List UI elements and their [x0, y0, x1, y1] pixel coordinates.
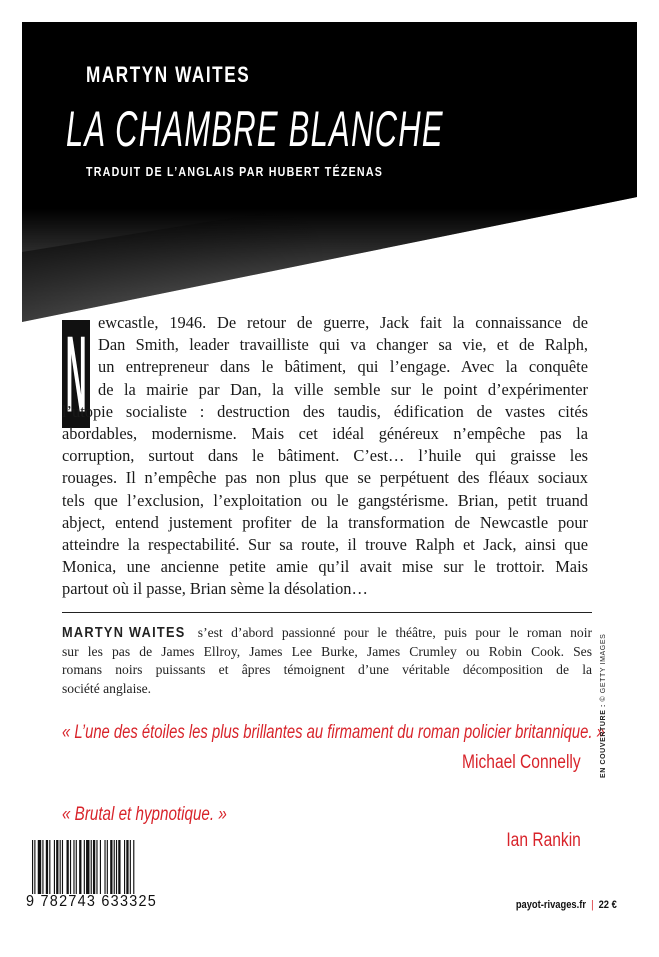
author-bio [62, 624, 592, 698]
barcode-bar [114, 840, 115, 894]
bio-line: romans noirs puissants et âpres témoignent d’une véritable décomposition de la [62, 662, 592, 678]
summary-line: abject, entend justement profiter de la transformation de Newcastle pour [62, 512, 588, 532]
summary-line: partout où il passe, Brian sème la désolation… [62, 579, 368, 599]
photo-credit-value: © GETTY IMAGES [600, 633, 607, 702]
barcode-bar [126, 840, 128, 894]
summary-line: rouages. Il n’empêche pas non plus que se perpétuent des fléaux sociaux [62, 468, 588, 488]
barcode-bar [110, 840, 112, 894]
bio-line [62, 624, 592, 643]
summary-line: abordables, modernisme. Mais cet idéal généreux n’empêche pas la [62, 423, 588, 443]
summary-line: tels que l’exclusion, l’exploitation ou le gangstérisme. Brian, petit truand [62, 490, 588, 510]
barcode-bar [32, 840, 33, 894]
barcode-bar [34, 840, 35, 894]
summary-line: corruption, surtout dans le bâtiment. C’est… l’huile qui graisse les [62, 446, 588, 466]
publisher-website: payot-rivages.fr [516, 899, 587, 911]
barcode-bar [118, 840, 120, 894]
review-quote-author: Michael Connelly [462, 752, 581, 773]
barcode-bar [56, 840, 58, 894]
barcode-bar [73, 840, 74, 894]
review-quote-author: Ian Rankin [506, 830, 581, 851]
barcode-bar [54, 840, 55, 894]
barcode-bar [76, 840, 77, 894]
cover-title: LA CHAMBRE BLANCHE [66, 101, 444, 157]
review-quote: « Brutal et hypnotique. » [62, 804, 227, 825]
section-divider [62, 612, 592, 613]
summary-text [62, 312, 588, 600]
summary-line: l’utopie socialiste : destruction des taudis, édification de vastes cités [62, 401, 588, 421]
summary-line: de la mairie par Dan, la ville semble sur le point d’expérimenter [98, 379, 588, 399]
photo-credit-label: EN COUVERTURE : [600, 704, 607, 778]
barcode-bar [62, 840, 63, 894]
review-quote: « L’une des étoiles les plus brillantes au firmament du roman policier britannique. » [62, 722, 605, 743]
drop-cap-letter: N [65, 320, 87, 428]
barcode-bar [79, 840, 81, 894]
barcode-bar [60, 840, 61, 894]
bio-author-name: MARTYN WAITES [62, 624, 186, 641]
barcode-bar [96, 840, 97, 894]
barcode-bar [91, 840, 92, 894]
barcode-bar [49, 840, 50, 894]
barcode-bar [130, 840, 131, 894]
barcode-bar [46, 840, 48, 894]
cover-author: MARTYN WAITES [86, 62, 251, 87]
publisher-line [516, 899, 617, 911]
summary-line: Monica, une ancienne petite amie qu’il avait mise sur le trottoir. Mais [62, 557, 588, 577]
barcode-bar [93, 840, 95, 894]
photo-credit-text [600, 634, 607, 778]
barcode-bar [104, 840, 105, 894]
barcode [28, 840, 188, 894]
barcode-bar [107, 840, 108, 894]
barcode-bar [100, 840, 101, 894]
barcode-bar [70, 840, 71, 894]
barcode-bar [38, 840, 41, 894]
barcode-bar [86, 840, 89, 894]
barcode-bar [84, 840, 85, 894]
barcode-bar [116, 840, 117, 894]
barcode-bar [124, 840, 125, 894]
barcode-bar [67, 840, 69, 894]
isbn-number: 9 782743 633325 [26, 893, 158, 910]
barcode-bar [42, 840, 43, 894]
summary-line: Dan Smith, leader travailliste qui va changer sa vie, et de Ralph, [98, 335, 588, 355]
publisher-separator: | [591, 899, 594, 911]
bio-line: sur les pas de James Ellroy, James Lee Burke, James Crumley ou Robin Cook. Ses [62, 643, 592, 659]
summary-line: un entrepreneur dans le bâtiment, qui l’engage. Avec la conquête [98, 357, 588, 377]
bio-line: société anglaise. [62, 680, 152, 696]
cover-translator: TRADUIT DE L’ANGLAIS PAR HUBERT TÉZENAS [86, 164, 384, 179]
summary-line: atteindre la respectabilité. Sur sa route, il trouve Ralph et Jack, ainsi que [62, 534, 588, 554]
bio-line-text: s’est d’abord passionné pour le théâtre, puis pour le roman noir [189, 625, 592, 640]
barcode-bar [133, 840, 134, 894]
price: 22 € [598, 899, 617, 911]
summary-line: ewcastle, 1946. De retour de guerre, Jack fait la connaissance de [98, 313, 588, 332]
